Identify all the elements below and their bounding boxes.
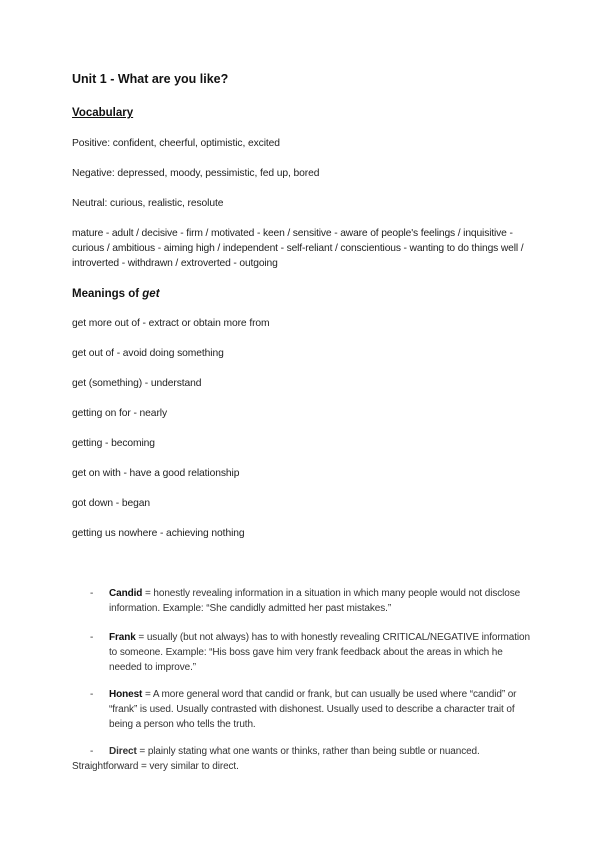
bullet-definition: = plainly stating what one wants or thinks, rather than being subtle or nuanced. [136, 746, 480, 757]
neutral-words: Neutral: curious, realistic, resolute [72, 198, 224, 209]
bullet-dash: - [90, 588, 94, 599]
get-meaning-item: getting us nowhere - achieving nothing [72, 528, 245, 539]
bullet-definition: = A more general word that candid or frank, but can usually be used where “candid” or “frank” is used. Usually contrasted with dishonest. Usually used to describe a character trait of being a person who tells the truth. [109, 689, 517, 730]
get-meanings-heading [72, 288, 160, 300]
get-meaning-item: get (something) - understand [72, 378, 202, 389]
negative-words: Negative: depressed, moody, pessimistic, fed up, bored [72, 168, 320, 179]
bullet-candid [90, 586, 530, 616]
bullet-text [109, 744, 542, 759]
bullet-definition: = honestly revealing information in a situation in which many people would not disclose information. Example: “She candidly admitted her past mistakes.” [109, 588, 521, 614]
bullet-text [109, 630, 530, 675]
get-meaning-item: get out of - avoid doing something [72, 348, 224, 359]
bullet-definition: = usually (but not always) has to with honestly revealing CRITICAL/NEGATIVE information to someone. Example: “His boss gave him very frank feedback about the areas in which he needed to improve.” [109, 632, 530, 673]
get-meaning-item: get on with - have a good relationship [72, 468, 240, 479]
vocabulary-heading: Vocabulary [72, 107, 134, 119]
get-meaning-item: got down - began [72, 498, 150, 509]
bullet-term: Honest [109, 689, 143, 700]
positive-words: Positive: confident, cheerful, optimistic, excited [72, 138, 280, 149]
get-meaning-item: getting on for - nearly [72, 408, 168, 419]
straightforward-note: Straightforward = very similar to direct. [72, 761, 239, 772]
bullet-term: Direct [109, 746, 137, 757]
bullet-direct [72, 744, 542, 774]
bullet-text [109, 586, 530, 616]
bullet-dash: - [90, 746, 94, 757]
get-meaning-item: get more out of - extract or obtain more from [72, 318, 270, 329]
bullet-dash: - [90, 632, 94, 643]
bullet-text [109, 687, 530, 732]
bullet-frank [90, 630, 530, 675]
get-heading-word: get [142, 288, 160, 300]
get-heading-prefix: Meanings of [72, 288, 143, 300]
get-meaning-item: getting - becoming [72, 438, 155, 449]
page-title: Unit 1 - What are you like? [72, 72, 229, 86]
synonym-pairs: mature - adult / decisive - firm / motivated - keen / sensitive - aware of people's feelings / inquisitive - curious / ambitious - aiming high / independent - self-reliant / conscientious - wanting to do things well / introverted - withdrawn / extroverted - outgoing [72, 228, 524, 269]
bullet-dash: - [90, 689, 94, 700]
bullet-honest [90, 687, 530, 732]
bullet-term: Candid [109, 588, 143, 599]
bullet-term: Frank [109, 632, 136, 643]
